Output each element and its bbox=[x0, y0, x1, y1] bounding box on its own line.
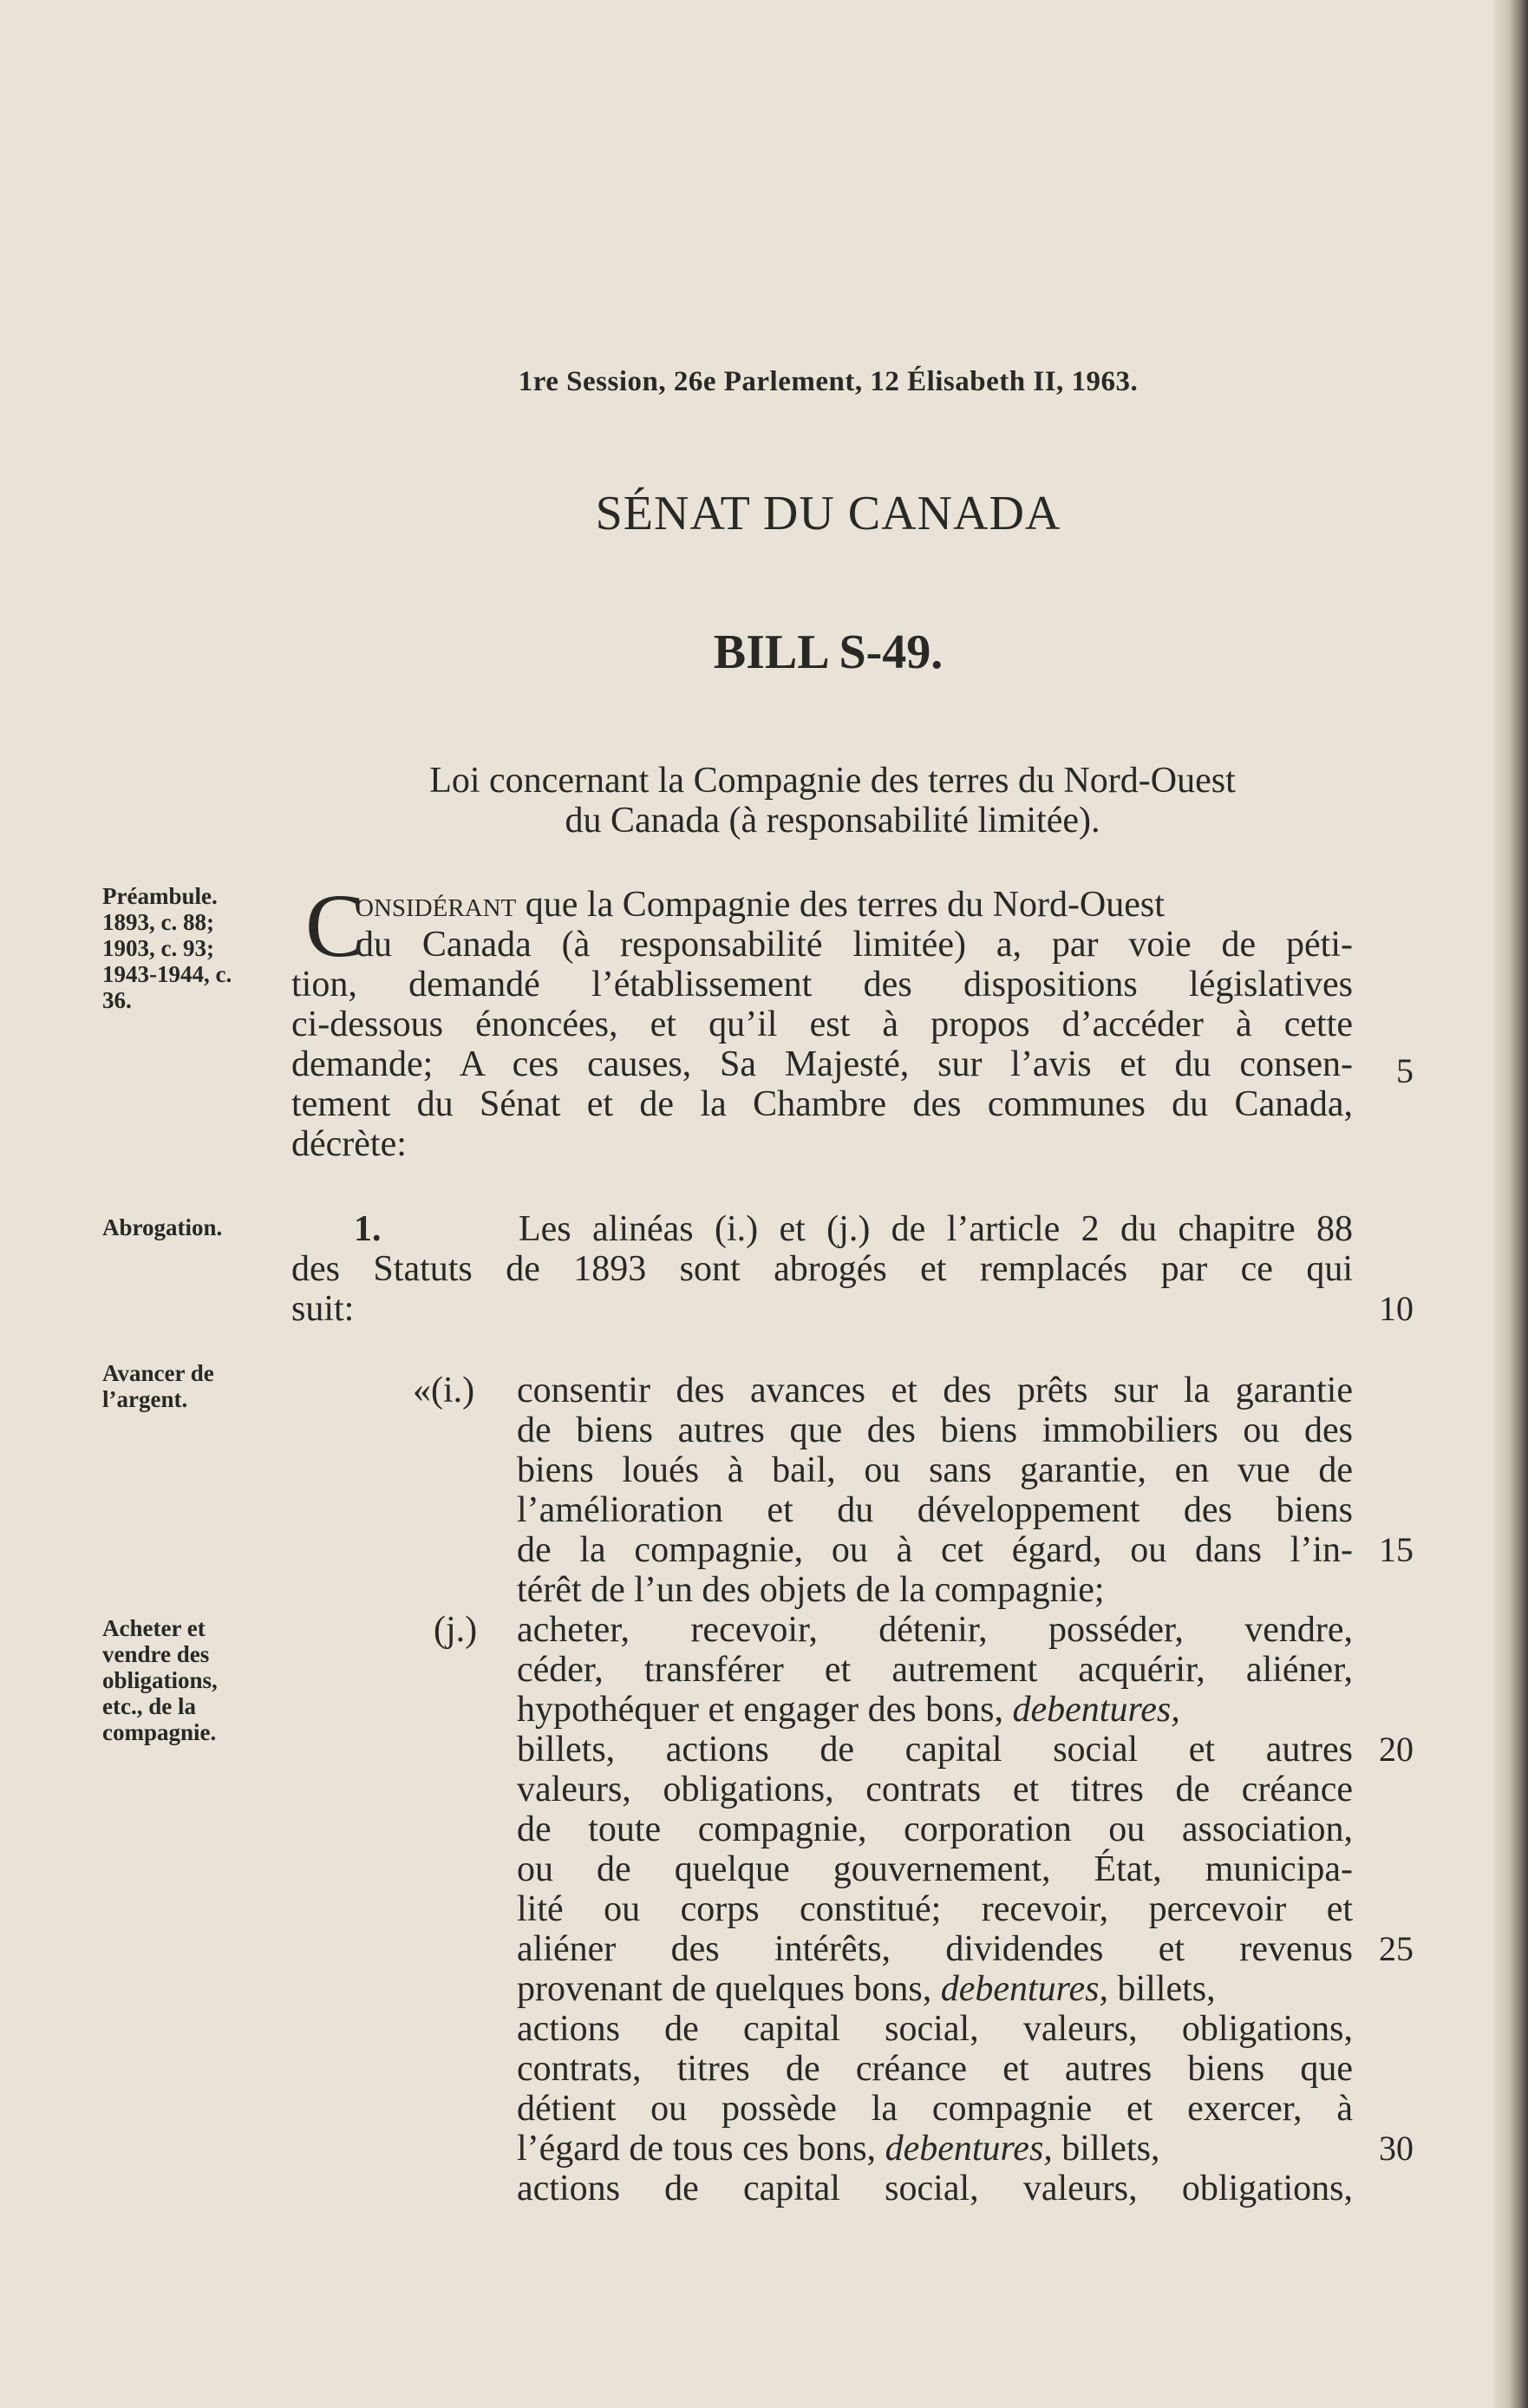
margin-note-line: compagnie. bbox=[102, 1719, 217, 1745]
margin-note-acheter bbox=[102, 1615, 267, 1745]
bill-title-line-1: Loi concernant la Compagnie des terres du Nord-Ouest bbox=[429, 761, 1236, 801]
line-number: 10 bbox=[1379, 1289, 1414, 1328]
preamble-line-2: du Canada (à responsabilité limitée) a, par voie de péti- bbox=[356, 925, 1353, 965]
para-j-line-11: actions de capital social, valeurs, obligations, bbox=[517, 2009, 1353, 2049]
margin-note-line: etc., de la bbox=[102, 1693, 196, 1719]
para-j-line-14 bbox=[517, 2129, 1159, 2169]
para-j-italic: debentures, bbox=[1012, 1690, 1180, 1730]
para-j-line-8: lité ou corps constitué; recevoir, percevoir et bbox=[517, 1889, 1353, 1929]
section-1-line-2: des Statuts de 1893 sont abrogés et remplacés par ce qui bbox=[291, 1249, 1353, 1289]
margin-note-line: Avancer de bbox=[102, 1360, 214, 1386]
para-j-line-1: acheter, recevoir, détenir, posséder, vendre, bbox=[517, 1610, 1353, 1650]
para-j-line-6: de toute compagnie, corporation ou association, bbox=[517, 1809, 1353, 1849]
margin-note-line: Préambule. bbox=[102, 883, 218, 909]
margin-note-preambule bbox=[102, 883, 267, 1013]
para-j-italic: debentures, bbox=[940, 1969, 1108, 2009]
section-1-number: 1. bbox=[354, 1209, 382, 1249]
para-i-line-2: de biens autres que des biens immobiliers ou des bbox=[517, 1410, 1353, 1450]
line-number: 25 bbox=[1379, 1929, 1414, 1968]
bill-number: BILL S-49. bbox=[713, 625, 944, 679]
para-i-line-5: de la compagnie, ou à cet égard, ou dans l’in- bbox=[517, 1530, 1353, 1570]
para-j-italic: debentures, bbox=[885, 2129, 1053, 2169]
margin-note-line: 1943-1944, c. bbox=[102, 961, 232, 987]
preamble-dropcap: C bbox=[305, 876, 366, 976]
para-i-label: «(i.) bbox=[413, 1371, 475, 1410]
para-i-line-6: térêt de l’un des objets de la compagnie; bbox=[517, 1570, 1105, 1610]
para-j-line-4: billets, actions de capital social et autres bbox=[517, 1730, 1353, 1770]
margin-note-line: 1903, c. 93; bbox=[102, 935, 214, 961]
margin-note-line: l’argent. bbox=[102, 1386, 188, 1412]
line-number: 20 bbox=[1379, 1730, 1414, 1769]
para-j-line-9: aliéner des intérêts, dividendes et revenus bbox=[517, 1929, 1353, 1969]
chamber-title: SÉNAT DU CANADA bbox=[595, 487, 1061, 540]
preamble-text: que la Compagnie des terres du Nord-Ouest bbox=[516, 885, 1165, 925]
session-line: 1re Session, 26e Parlement, 12 Élisabeth II, 1963. bbox=[518, 366, 1139, 397]
para-j-text: billets, bbox=[1107, 1969, 1216, 2009]
preamble-line-5: demande; A ces causes, Sa Majesté, sur l’avis et du consen- bbox=[291, 1044, 1353, 1084]
page-spine-shadow bbox=[1493, 0, 1528, 2408]
line-number: 30 bbox=[1379, 2129, 1414, 2168]
para-j-line-12: contrats, titres de créance et autres biens que bbox=[517, 2049, 1353, 2089]
line-number: 5 bbox=[1396, 1051, 1414, 1090]
para-j-text: billets, bbox=[1052, 2129, 1160, 2169]
para-j-line-2: céder, transférer et autrement acquérir, aliéner, bbox=[517, 1650, 1353, 1690]
margin-note-line: 36. bbox=[102, 987, 132, 1013]
preamble-line-1 bbox=[356, 885, 1165, 925]
preamble-line-4: ci-dessous énoncées, et qu’il est à propos d’accéder à cette bbox=[291, 1004, 1353, 1044]
section-1-line-3: suit: bbox=[291, 1289, 355, 1329]
para-j-line-13: détient ou possède la compagnie et exercer, à bbox=[517, 2089, 1353, 2129]
section-1-line-1: Les alinéas (i.) et (j.) de l’article 2 du chapitre 88 bbox=[519, 1209, 1353, 1249]
margin-note-line: Acheter et bbox=[102, 1615, 206, 1641]
preamble-line-7: décrète: bbox=[291, 1124, 407, 1164]
preamble-lead-word: onsidérant bbox=[356, 885, 517, 925]
para-j-line-10 bbox=[517, 1969, 1216, 2009]
line-number: 15 bbox=[1379, 1530, 1414, 1569]
para-j-line-15: actions de capital social, valeurs, obligations, bbox=[517, 2169, 1353, 2208]
para-j-line-3 bbox=[517, 1690, 1353, 1730]
margin-note-line: vendre des bbox=[102, 1641, 210, 1667]
para-j-text: provenant de quelques bons, bbox=[517, 1969, 941, 2009]
margin-note-avancer bbox=[102, 1360, 267, 1412]
para-i-line-3: biens loués à bail, ou sans garantie, en vue de bbox=[517, 1450, 1353, 1490]
margin-note-line: obligations, bbox=[102, 1667, 218, 1693]
para-j-label: (j.) bbox=[434, 1610, 478, 1650]
para-j-line-5: valeurs, obligations, contrats et titres de créance bbox=[517, 1770, 1353, 1809]
para-j-text: l’égard de tous ces bons, bbox=[517, 2129, 885, 2169]
bill-title bbox=[312, 761, 1353, 841]
bill-title-line-2: du Canada (à responsabilité limitée). bbox=[565, 801, 1100, 841]
margin-note-line: Abrogation. bbox=[102, 1214, 223, 1240]
margin-note-line: 1893, c. 88; bbox=[102, 909, 214, 935]
para-i-line-1: consentir des avances et des prêts sur la garantie bbox=[517, 1371, 1353, 1410]
preamble-line-6: tement du Sénat et de la Chambre des communes du Canada, bbox=[291, 1084, 1353, 1124]
para-i-line-4: l’amélioration et du développement des biens bbox=[517, 1490, 1353, 1530]
preamble-line-3: tion, demandé l’établissement des dispositions législatives bbox=[291, 965, 1353, 1004]
para-j-line-7: ou de quelque gouvernement, État, municipa- bbox=[517, 1849, 1353, 1889]
margin-note-abrogation bbox=[102, 1214, 267, 1240]
para-j-text: hypothéquer et engager des bons, bbox=[517, 1690, 1013, 1730]
